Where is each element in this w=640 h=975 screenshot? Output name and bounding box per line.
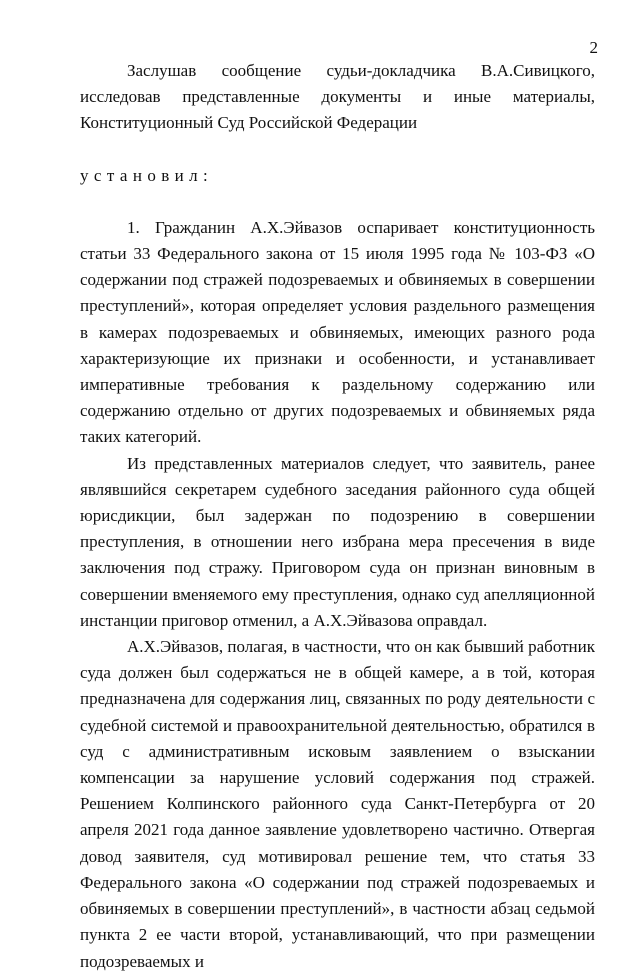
paragraph-3: А.Х.Эйвазов, полагая, в частности, что он как бывший работник суда должен был содержаться не в общей камере, а в той, которая предназначена для содержания лиц, связанных по роду деятельности с судебной системой и правоохранительной деятельностью, обратился в суд с административным исковым заявлением о взыскании компенсации за нарушение условий содержания под стражей. Решением Колпинского районного суда Санкт-Петербурга от 20 апреля 2021 года данное заявление удовлетворено частично. Отвергая довод заявителя, суд мотивировал решение тем, что статья 33 Федерального закона «О содержании под стражей подозреваемых и обвиняемых в совершении преступлений», в частности абзац седьмой пункта 2 ее части второй, устанавливающий, что при размещении подозреваемых и (80, 637, 595, 971)
page-number: 2 (589, 38, 598, 57)
paragraph-1: 1. Гражданин А.Х.Эйвазов оспаривает конституционность статьи 33 Федерального закона от 15 июля 1995 года № 103-ФЗ «О содержании под стражей подозреваемых и обвиняемых в совершении преступлений», которая определяет условия раздельного размещения в камерах подозреваемых и обвиняемых, имеющих разного рода характеризующие их признаки и особенности, и устанавливает императивные требования к раздельному содержанию или содержанию отдельно от других подозреваемых и обвиняемых ряда таких категорий. (80, 217, 595, 447)
section-heading: установил: (80, 165, 214, 185)
document-body (80, 58, 595, 975)
intro-paragraph: Заслушав сообщение судьи-докладчика В.А.Сивицкого, исследовав представленные документы и иные материалы, Конституционный Суд Российской Федерации (80, 61, 595, 133)
paragraph-2: Из представленных материалов следует, что заявитель, ранее являвшийся секретарем судебного заседания районного суда общей юрисдикции, был задержан по подозрению в совершении преступления, в отношении него избрана мера пресечения в виде заключения под стражу. Приговором суда он признан виновным в совершении вменяемого ему преступления, однако суд апелляционной инстанции приговор отменил, а А.Х.Эйвазова оправдал. (80, 453, 595, 630)
